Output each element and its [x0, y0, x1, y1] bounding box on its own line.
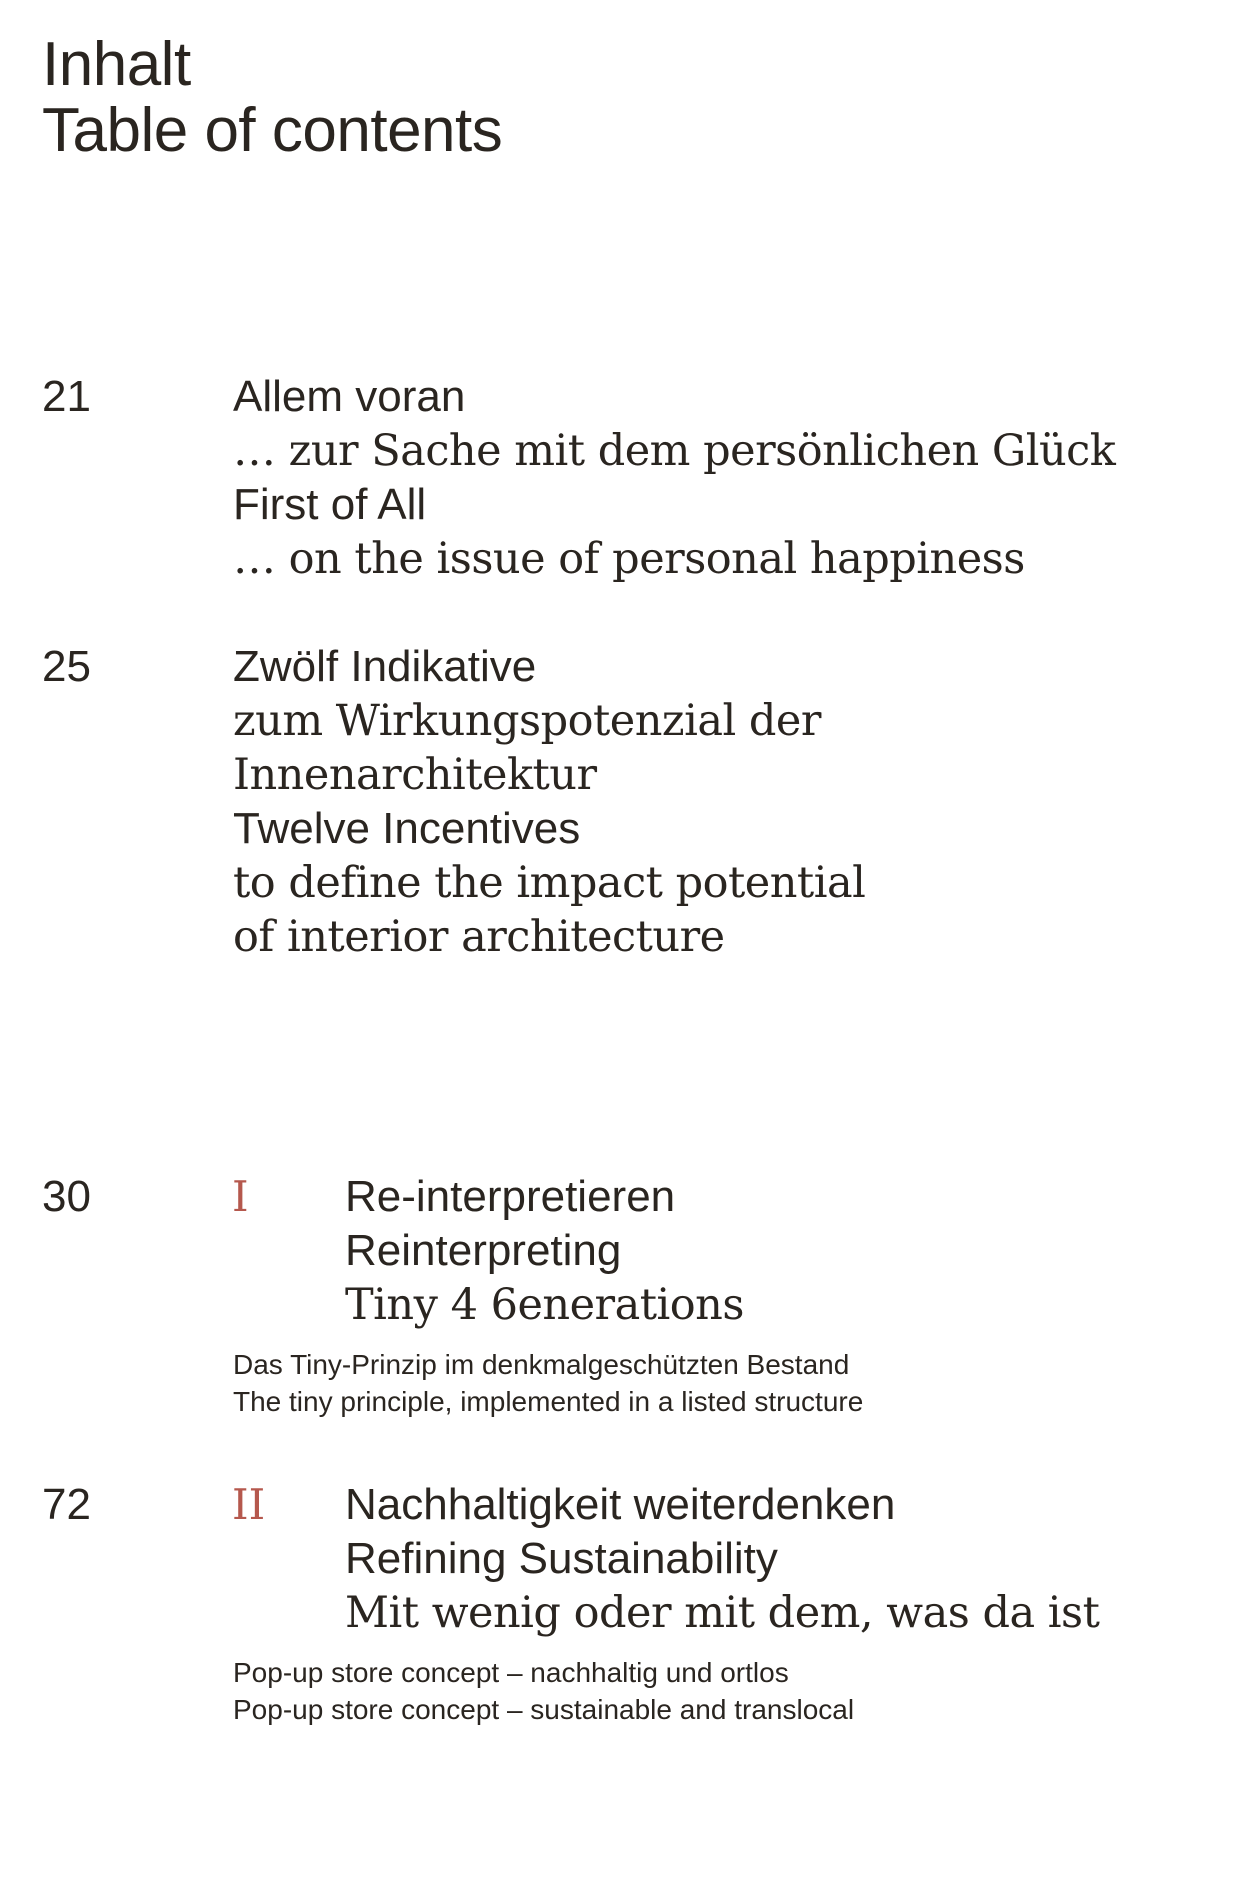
heading-german: Zwölf Indikative — [233, 642, 537, 691]
project-title: Mit wenig oder mit dem, was da ist — [345, 1588, 1100, 1638]
part-description — [233, 1346, 1233, 1420]
part-numeral: I — [232, 1172, 249, 1221]
project-title: Tiny 4 6enerations — [345, 1280, 744, 1330]
subtitle-english-line-2: of interior architecture — [233, 912, 725, 962]
part-description — [233, 1654, 1233, 1728]
title-german: Inhalt — [42, 30, 191, 99]
heading-german: Re-interpretieren — [345, 1172, 676, 1221]
part-text — [345, 1170, 1245, 1332]
title-english: Table of contents — [42, 96, 503, 165]
entry-text — [233, 370, 1233, 586]
subtitle-german: … zur Sache mit dem persönlichen Glück — [233, 426, 1116, 476]
page-title — [42, 32, 502, 164]
subtitle-english-line-1: to define the impact potential — [233, 858, 866, 908]
heading-german: Allem voran — [233, 372, 466, 421]
page-number: 30 — [42, 1172, 91, 1221]
subtitle-german-line-2: Innenarchitektur — [233, 750, 597, 800]
heading-english: Reinterpreting — [345, 1226, 622, 1275]
heading-english: First of All — [233, 480, 427, 529]
page-number: 25 — [42, 642, 91, 691]
heading-german: Nachhaltigkeit weiterdenken — [345, 1480, 896, 1529]
heading-english: Refining Sustainability — [345, 1534, 778, 1583]
description-english: The tiny principle, implemented in a listed structure — [233, 1386, 864, 1417]
description-english: Pop-up store concept – sustainable and translocal — [233, 1694, 855, 1725]
description-german: Das Tiny-Prinzip im denkmalgeschützten Bestand — [233, 1349, 850, 1380]
page-number: 72 — [42, 1480, 91, 1529]
subtitle-german-line-1: zum Wirkungspotenzial der — [233, 696, 821, 746]
description-german: Pop-up store concept – nachhaltig und ortlos — [233, 1657, 789, 1688]
subtitle-english: … on the issue of personal happiness — [233, 534, 1025, 584]
part-text — [345, 1478, 1245, 1640]
page-number: 21 — [42, 372, 91, 421]
heading-english: Twelve Incentives — [233, 804, 581, 853]
part-numeral: II — [232, 1480, 266, 1529]
entry-text — [233, 640, 1233, 964]
